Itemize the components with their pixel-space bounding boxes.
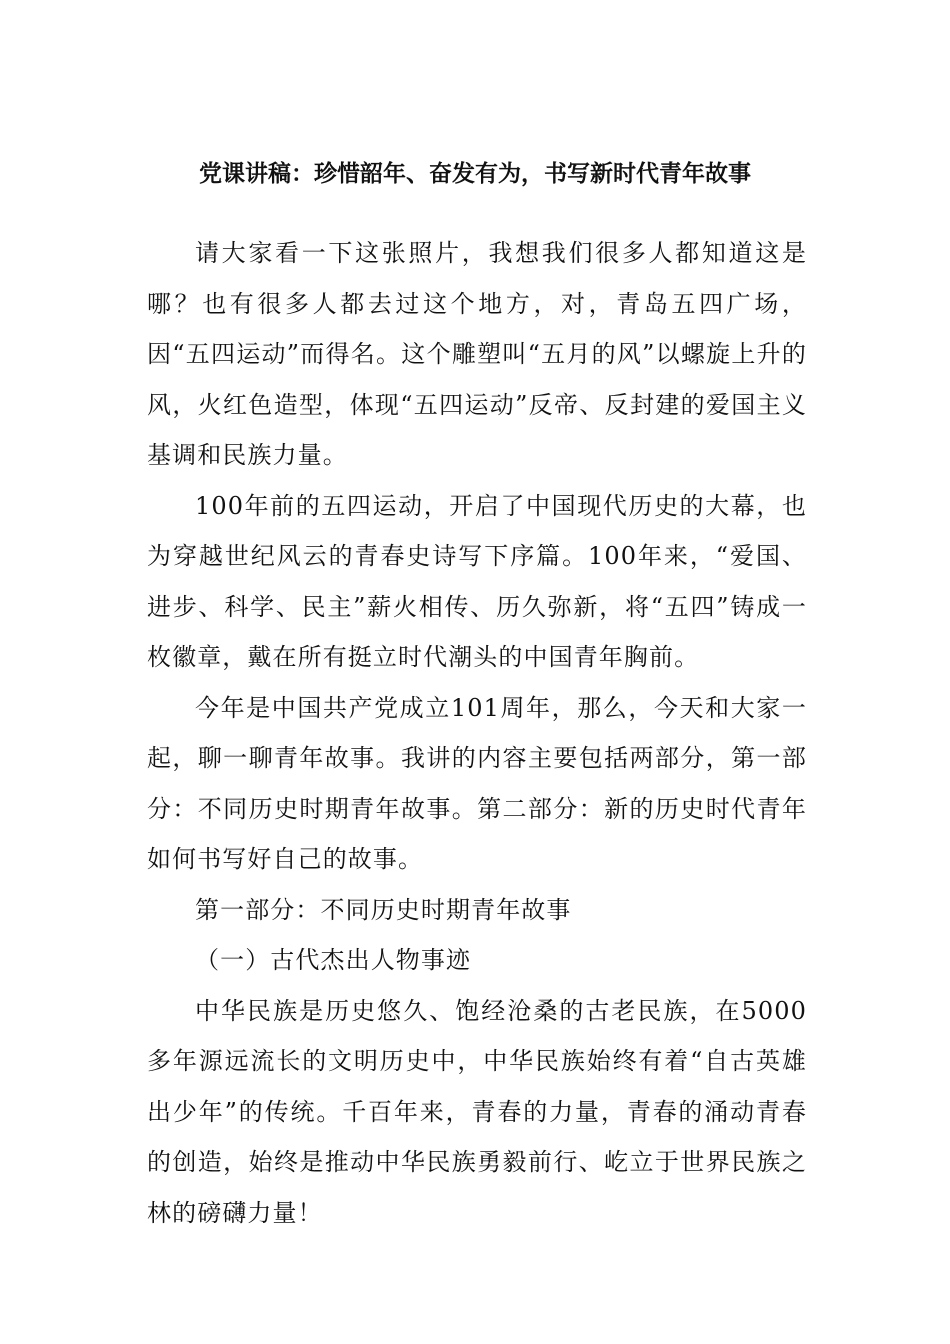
paragraph-may-fourth: 100年前的五四运动，开启了中国现代历史的大幕，也为穿越世纪风云的青春史诗写下序篇。100年来，“爱国、进步、科学、民主”薪火相传、历久弥新，将“五四”铸成一枚徽章，戴在所有挺立时代潮头的中国青年胸前。 [147,491,807,671]
paragraph-photo-intro: 请大家看一下这张照片，我想我们很多人都知道这是哪？也有很多人都去过这个地方，对，青岛五四广场，因“五四运动”而得名。这个雕塑叫“五月的风”以螺旋上升的风，火红色造型，体现“五四运动”反帝、反封建的爱国主义基调和民族力量。 [147,239,807,469]
section-heading: 第一部分：不同历史时期青年故事 [195,895,572,924]
paragraph-chinese-nation: 中华民族是历史悠久、饱经沧桑的古老民族，在5000多年源远流长的文明历史中，中华民族始终有着“自古英雄出少年”的传统。千百年来，青春的力量，青春的涌动青春的创造，始终是推动中华民族勇毅前行、屹立于世界民族之林的磅礴力量！ [147,996,807,1227]
document-body [147,228,807,1238]
paragraph-party-anniversary: 今年是中国共产党成立101周年，那么，今天和大家一起，聊一聊青年故事。我讲的内容主要包括两部分，第一部分：不同历史时期青年故事。第二部分：新的历史时代青年如何书写好自己的故事。 [147,693,807,873]
subsection-heading: （一）古代杰出人物事迹 [195,946,472,974]
document-title: 党课讲稿：珍惜韶年、奋发有为，书写新时代青年故事 [199,161,751,187]
